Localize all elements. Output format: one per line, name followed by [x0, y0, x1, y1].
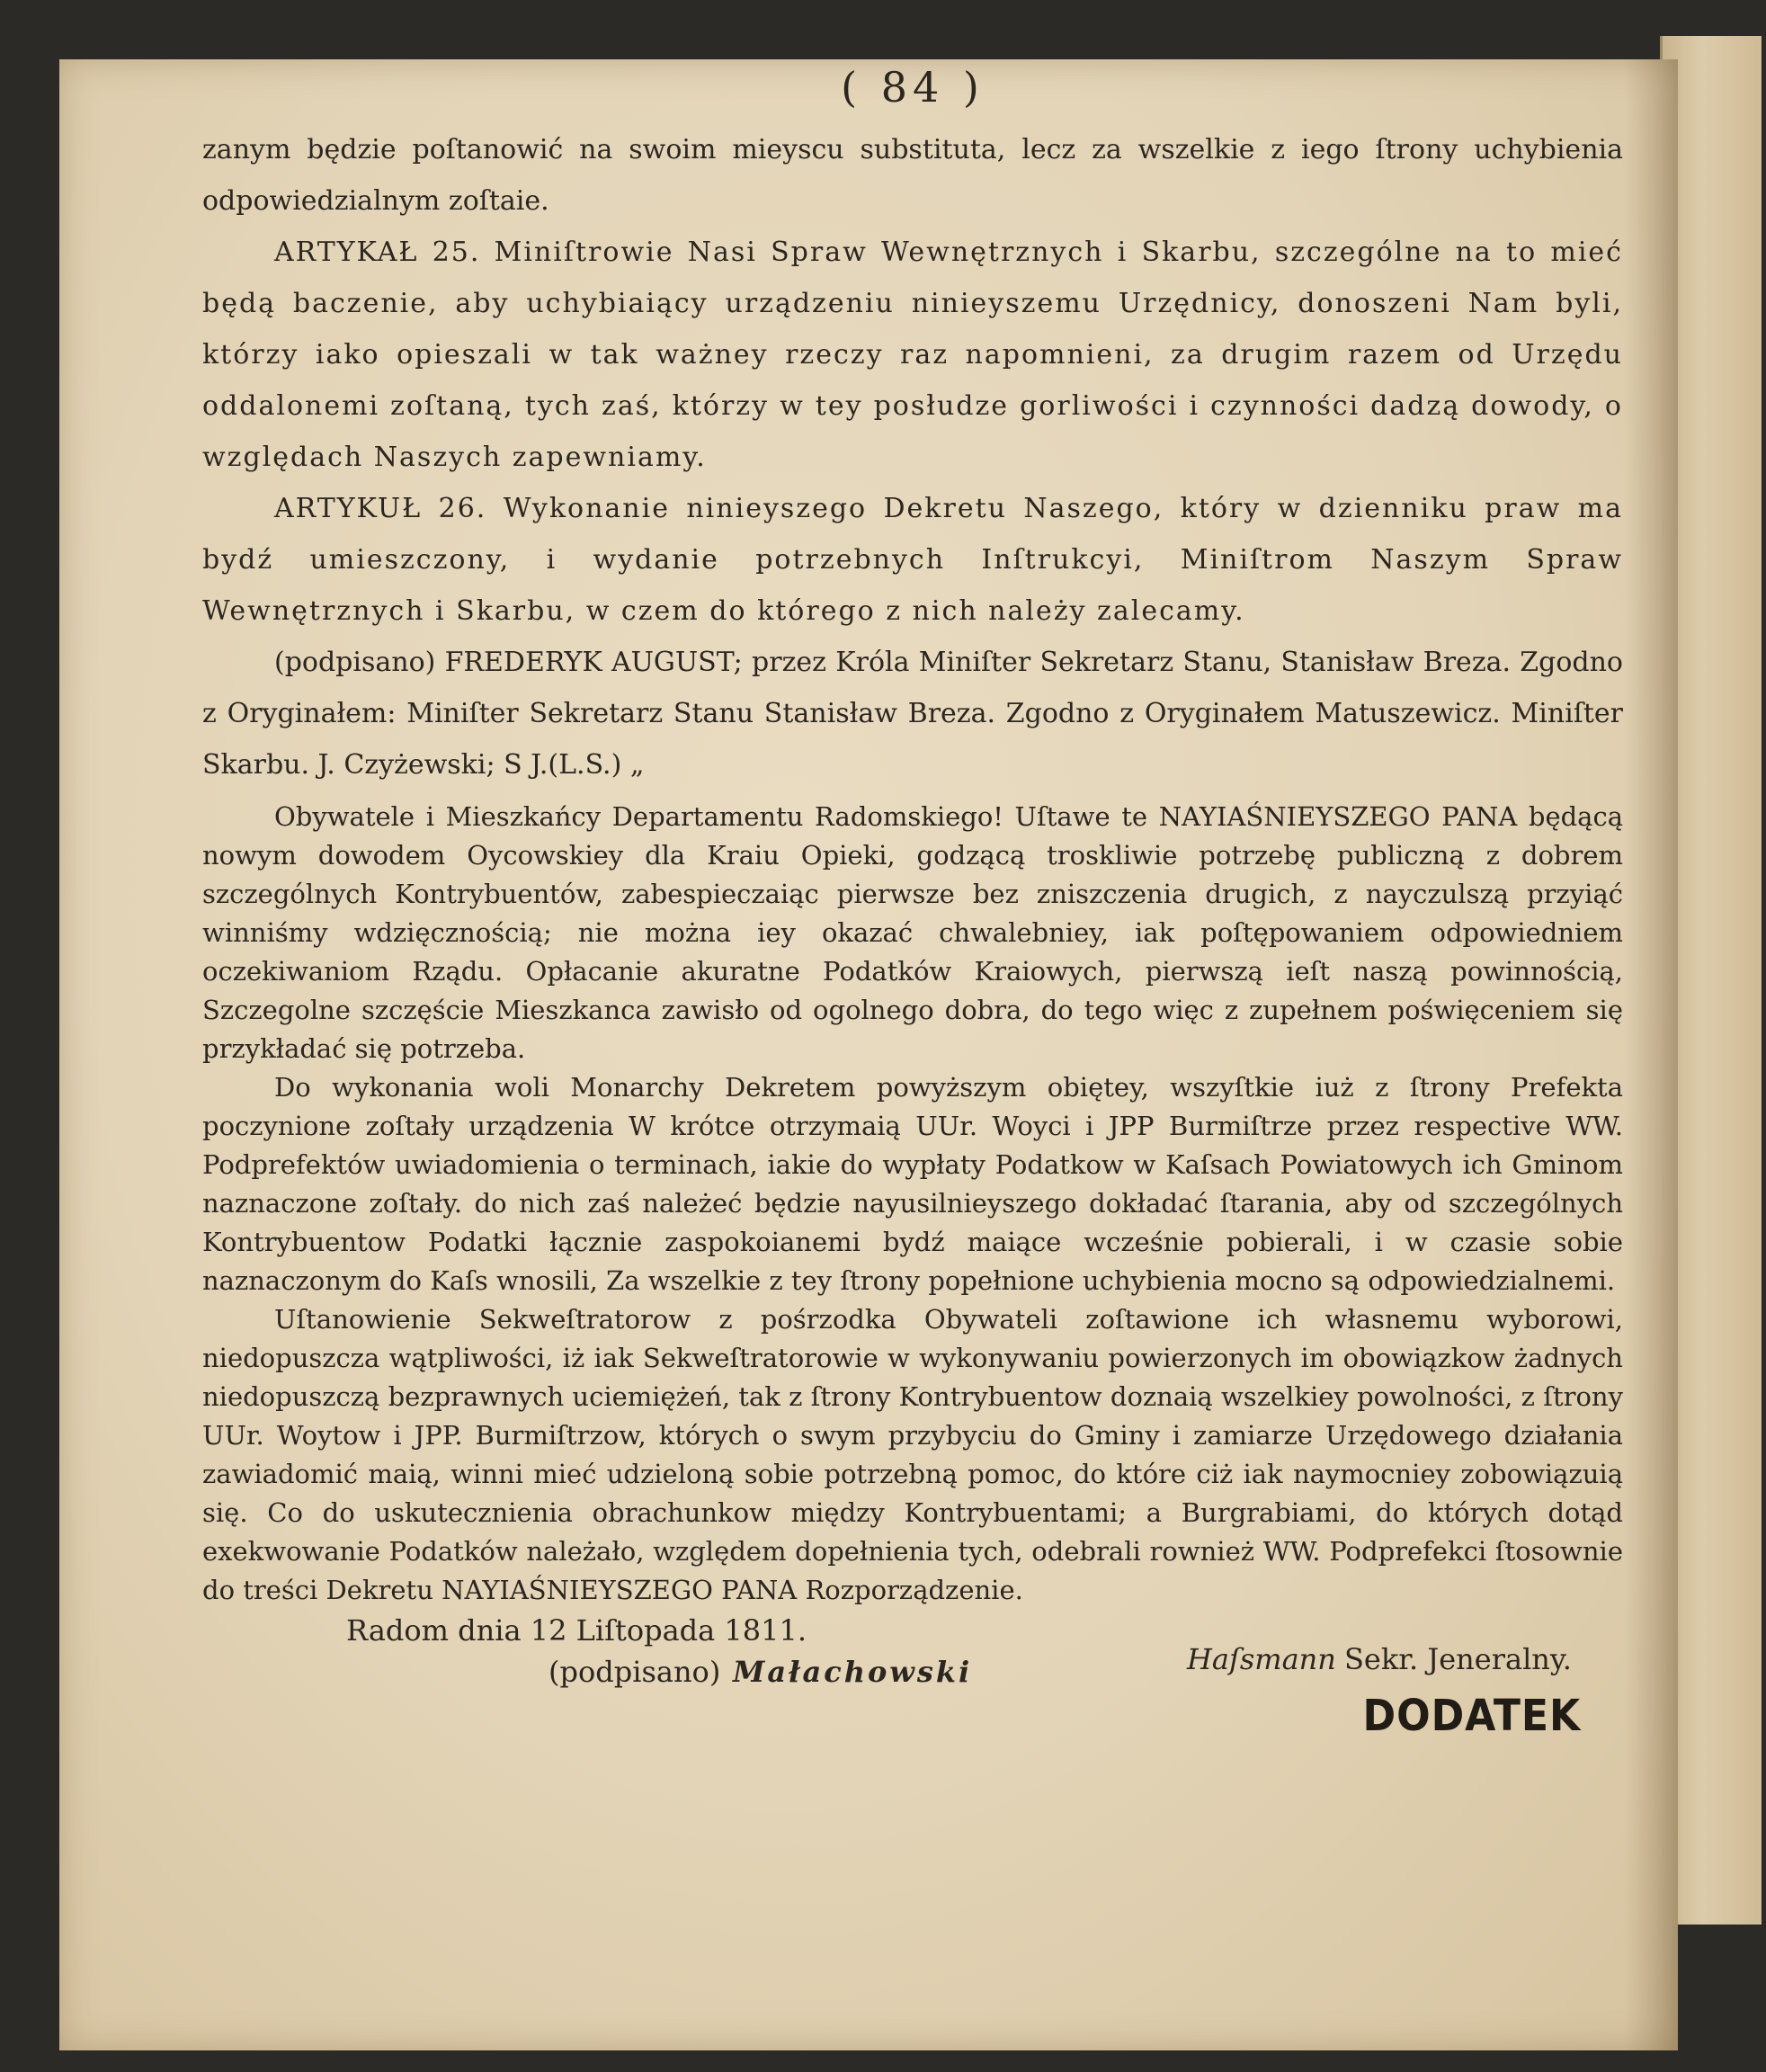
page-number: ( 84 ) — [841, 63, 985, 112]
paragraph-article-26: ARTYKUŁ 26. Wykonanie ninieyszego Dekretu Naszego, który w dzienniku praw ma bydź umieszczony, i wydanie potrzebnych Inſtrukcyi, Miniſtrom Naszym Spraw Wewnętrznych i Skarbu, w czem do którego z nich należy zalecamy. — [202, 493, 1623, 627]
page-content — [202, 63, 1623, 1727]
paragraph-continuation: zanym będzie poſtanowić na swoim mieyscu substituta, lecz za wszelkie z iego ſtrony uchybienia odpowiedzialnym zoſtaie. — [202, 134, 1623, 217]
signed-label: (podpisano) — [549, 1655, 721, 1689]
paragraph-signatures: (podpisano) FREDERYK AUGUST; przez Króla Miniſter Sekretarz Stanu, Stanisław Breza. Zgodno z Oryginałem: Miniſter Sekretarz Stanu Stanisław Breza. Zgodno z Oryginałem Matuszewicz. Miniſter Skarbu. J. Czyżewski; S J.(L.S.) „ — [202, 647, 1623, 781]
catchword-dodatek: DODATEK — [1362, 1691, 1582, 1741]
secretary-title: Sekr. Jeneralny. — [1344, 1642, 1572, 1676]
signed-name: Małachowski — [733, 1655, 973, 1689]
notice-paragraph-1: Obywatele i Mieszkańcy Departamentu Radomskiego! Uſtawe te NAYIAŚNIEYSZEGO PANA będącą nowym dowodem Oycowskiey dla Kraiu Opieki, godzącą troskliwie potrzebę publiczną z dobrem szczególnych Kontrybuentów, zabespieczaiąc pierwsze bez zniszczenia drugich, z nayczulszą przyiąć winniśmy wdzięcznością; nie można iey okazać chwalebniey, iak poſtępowaniem odpowiedniem oczekiwaniom Rządu. Opłacanie akuratne Podatków Kraiowych, pierwszą ieſt naszą powinnością, Szczegolne szczęście Mieszkanca zawisło od ogolnego dobra, do tego więc z zupełnem poświęceniem się przykładać się potrzeba. — [202, 801, 1623, 1064]
place-date: Radom dnia 12 Liſtopada 1811. — [346, 1613, 807, 1648]
prefect-notice — [202, 798, 1623, 1610]
page-gutter-shadow — [1624, 59, 1678, 2050]
paragraph-article-25: ARTYKAŁ 25. Miniſtrowie Nasi Spraw Wewnętrznych i Skarbu, szczególne na to mieć będą baczenie, aby uchybiaiący urządzeniu ninieyszemu Urzędnicy, donoszeni Nam byli, którzy iako opieszali w tak ważney rzeczy raz napomnieni, za drugim razem od Urzędu oddalonemi zoſtaną, tych zaś, którzy w tey posłudze gorliwości i czynności dadzą dowody, o względach Naszych zapewniamy. — [202, 237, 1623, 473]
secretary-name: Haſsmann — [1187, 1642, 1336, 1676]
notice-paragraph-3: Uſtanowienie Sekweſtratorow z pośrzodka Obywateli zoſtawione ich własnemu wyborowi, niedopuszcza wątpliwości, iż iak Sekweſtratorowie w wykonywaniu powierzonych im obowiązkow żadnych niedopuszczą bezprawnych uciemiężeń, tak z ſtrony Kontrybuentow doznaią wszelkiey powolności, z ſtrony UUr. Woytow i JPP. Burmiſtrzow, których o swym przybyciu do Gminy i zamiarze Urzędowego działania zawiadomić maią, winni mieć udzieloną sobie potrzebną pomoc, do które ciż iak naymocniey zobowiązuią się. Co do uskutecznienia obrachunkow między Kontrybuentami; a Burgrabiami, do których dotąd exekwowanie Podatków należało, względem dopełnienia tych, odebrali rownież WW. Podprefekci ſtosownie do treści Dekretu NAYIAŚNIEYSZEGO PANA Rozporządzenie. — [202, 1304, 1623, 1605]
notice-paragraph-2: Do wykonania woli Monarchy Dekretem powyższym obiętey, wszyſtkie iuż z ſtrony Prefekta poczynione zoſtały urządzenia W krótce otrzymaią UUr. Woyci i JPP Burmiſtrze przez respective WW. Podprefektów uwiadomienia o terminach, iakie do wypłaty Podatkow w Kaſsach Powiatowych ich Gminom naznaczone zoſtały. do nich zaś należeć będzie nayusilnieyszego dokładać ſtarania, aby od szczególnych Kontrybuentow Podatki łącznie zaspokoianemi bydź maiące wcześnie pobierali, i w czasie sobie naznaczonym do Kaſs wnosili, Za wszelkie z tey ſtrony popełnione uchybienia mocno są odpowiedzialnemi. — [202, 1072, 1623, 1296]
